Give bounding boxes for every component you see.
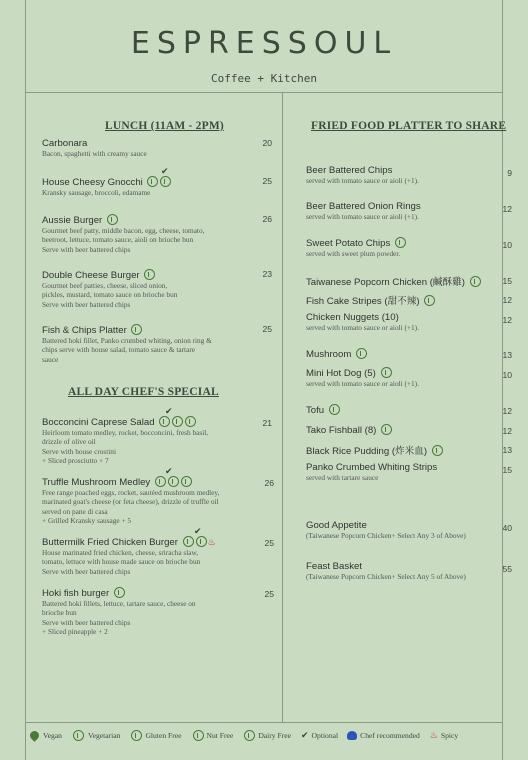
item-price: 15 bbox=[502, 465, 512, 475]
item-desc: served with sweet plum powder. bbox=[306, 249, 401, 258]
footer-divider bbox=[25, 722, 503, 723]
menu-item-hoki-fish-burger bbox=[42, 587, 274, 636]
item-desc: Serve with beer battered chips bbox=[42, 244, 131, 254]
gluten-free-icon bbox=[172, 416, 183, 427]
legend-label: Gluten Free bbox=[145, 730, 182, 740]
item-name: Beer Battered Onion Rings bbox=[306, 201, 421, 212]
item-price: 15 bbox=[502, 276, 512, 286]
nut-free-icon bbox=[381, 367, 392, 378]
item-desc: + Sliced prosciutto + 7 bbox=[42, 455, 109, 465]
nut-free-icon bbox=[147, 176, 158, 187]
vegetarian-leaf-icon bbox=[329, 404, 340, 415]
legend-vegetarian bbox=[71, 730, 120, 741]
vegan-heart-icon bbox=[28, 729, 41, 742]
legend-optional bbox=[300, 730, 338, 741]
legend-label: Vegan bbox=[43, 730, 62, 740]
legend-vegan bbox=[30, 731, 62, 740]
item-price: 13 bbox=[502, 445, 512, 455]
menu-item-house-cheesy-gnocchi bbox=[42, 166, 272, 197]
chili-icon: ♨ bbox=[429, 729, 438, 740]
item-name: Fish & Chips Platter bbox=[42, 325, 127, 336]
item-price: 13 bbox=[502, 350, 512, 360]
legend-label: Spicy bbox=[440, 730, 459, 740]
menu-item-black-rice-pudding bbox=[306, 443, 512, 457]
checkmark-icon: ✔ bbox=[194, 526, 202, 536]
item-name: Panko Crumbed Whiting Strips bbox=[306, 462, 438, 473]
item-price: 23 bbox=[262, 269, 272, 279]
legend-label: Chef recommended bbox=[360, 730, 420, 740]
item-desc: served with tomato sauce or aioli (+1). bbox=[306, 379, 419, 388]
item-name: Bocconcini Caprese Salad bbox=[42, 417, 155, 428]
menu-item-mushroom bbox=[306, 348, 512, 360]
nut-free-icon bbox=[155, 476, 166, 487]
item-price: 40 bbox=[502, 523, 512, 533]
item-price: 12 bbox=[502, 426, 512, 436]
fried-section-title: FRIED FOOD PLATTER TO SHARE bbox=[311, 120, 507, 132]
vegetarian-leaf-icon bbox=[160, 176, 171, 187]
item-desc: chips serve with house salad, tomato sauce & tartare bbox=[42, 345, 195, 355]
item-name: Buttermilk Fried Chicken Burger bbox=[42, 537, 178, 548]
menu-item-bocconcini-caprese-salad bbox=[42, 406, 272, 465]
menu-item-chicken-nuggets bbox=[306, 312, 512, 332]
vegetarian-leaf-icon bbox=[432, 445, 443, 456]
item-price: 10 bbox=[502, 240, 512, 250]
item-name: Hoki fish burger bbox=[42, 588, 110, 599]
menu-item-mini-hot-dog bbox=[306, 367, 512, 388]
menu-item-double-cheese-burger bbox=[42, 269, 272, 309]
item-price: 21 bbox=[262, 418, 272, 428]
item-desc: Gourmet beef patties, cheese, sliced onion, bbox=[42, 281, 168, 290]
item-name: Sweet Potato Chips bbox=[306, 238, 391, 249]
item-price: 20 bbox=[262, 138, 272, 148]
item-name: Fish Cake Stripes (甜不辣) bbox=[306, 296, 420, 307]
item-price: 10 bbox=[502, 370, 512, 380]
gluten-free-icon bbox=[131, 730, 142, 741]
menu-item-panko-crumbed-whiting-strips bbox=[306, 462, 512, 482]
item-desc: (Taiwanese Popcorn Chicken+ Select Any 5 of Above) bbox=[306, 572, 466, 581]
item-name: Good Appetite bbox=[306, 520, 367, 531]
chili-icon: ♨ bbox=[207, 537, 216, 547]
item-desc: Battered hoki fillets, lettuce, tartare sauce, cheese on bbox=[42, 599, 196, 608]
legend-gluten-free bbox=[129, 730, 181, 741]
item-desc: served with tomato sauce or aioli (+1). bbox=[306, 323, 419, 332]
item-name: Tofu bbox=[306, 405, 325, 416]
item-desc: served with tomato sauce or aioli (+1). bbox=[306, 176, 419, 185]
item-name: Aussie Burger bbox=[42, 215, 103, 226]
item-name: Beer Battered Chips bbox=[306, 165, 393, 176]
dairy-free-icon bbox=[244, 730, 255, 741]
item-name: Truffle Mushroom Medley bbox=[42, 477, 151, 488]
vegetarian-leaf-icon bbox=[73, 730, 84, 741]
item-desc: Gourmet beef patty, middle bacon, egg, cheese, tomato, bbox=[42, 226, 205, 235]
column-divider bbox=[282, 92, 283, 722]
nut-free-icon bbox=[381, 424, 392, 435]
item-price: 9 bbox=[507, 168, 512, 178]
item-price: 12 bbox=[502, 204, 512, 214]
vegetarian-leaf-icon bbox=[181, 476, 192, 487]
menu-item-beer-battered-chips bbox=[306, 165, 512, 185]
item-desc: served on pane di casa bbox=[42, 506, 108, 516]
item-desc: + Sliced pineapple + 2 bbox=[42, 626, 108, 636]
nut-free-icon bbox=[424, 295, 435, 306]
checkmark-icon: ✔ bbox=[301, 729, 309, 740]
gluten-free-icon bbox=[168, 476, 179, 487]
item-price: 12 bbox=[502, 295, 512, 305]
item-desc: brioche bun bbox=[42, 608, 77, 618]
item-desc: marinated goat's cheese (or feta cheese), drizzle of truffle oil bbox=[42, 497, 219, 507]
nut-free-icon bbox=[470, 276, 481, 287]
item-name: Feast Basket bbox=[306, 561, 362, 572]
legend-spicy bbox=[429, 730, 458, 741]
menu-item-carbonara bbox=[42, 138, 272, 158]
checkmark-icon: ✔ bbox=[161, 166, 169, 176]
item-desc: Bacon, spaghetti with creamy sauce bbox=[42, 149, 147, 158]
special-section-title: ALL DAY CHEF'S SPECIAL bbox=[68, 386, 219, 398]
menu-item-taiwanese-popcorn-chicken bbox=[306, 274, 512, 288]
item-name: Mushroom bbox=[306, 349, 352, 360]
item-name: Chicken Nuggets (10) bbox=[306, 312, 399, 323]
menu-item-fish-cake-stripes bbox=[306, 293, 512, 307]
brand-subtitle: Coffee + Kitchen bbox=[211, 72, 317, 85]
item-desc: tomato, lettuce with house made sauce on brioche bun bbox=[42, 557, 201, 567]
chef-hat-icon bbox=[347, 731, 357, 740]
item-name: Black Rice Pudding (炸米血) bbox=[306, 446, 428, 457]
item-desc: Serve with house crostini bbox=[42, 446, 116, 456]
item-desc: Serve with beer battered chips bbox=[42, 617, 131, 627]
vegetarian-leaf-icon bbox=[356, 348, 367, 359]
item-price: 25 bbox=[264, 538, 274, 548]
menu-item-fish-chips-platter bbox=[42, 324, 272, 364]
menu-item-buttermilk-fried-chicken-burger bbox=[42, 526, 274, 576]
header-divider bbox=[25, 92, 503, 93]
item-desc: + Grilled Kransky sausage + 5 bbox=[42, 515, 132, 525]
item-desc: drizzle of olive oil bbox=[42, 437, 96, 447]
item-desc: Kransky sausage, broccoli, edamame bbox=[42, 188, 151, 197]
menu-item-beer-battered-onion-rings bbox=[306, 201, 512, 221]
checkmark-icon: ✔ bbox=[165, 406, 173, 416]
nut-free-icon bbox=[107, 214, 118, 225]
nut-free-icon bbox=[114, 587, 125, 598]
item-price: 26 bbox=[264, 478, 274, 488]
vegetarian-leaf-icon bbox=[185, 416, 196, 427]
legend-chef-recommended bbox=[347, 731, 420, 740]
item-desc: (Taiwanese Popcorn Chicken+ Select Any 3 of Above) bbox=[306, 531, 466, 540]
menu-item-tako-fishball bbox=[306, 424, 512, 436]
item-name: House Cheesy Gnocchi bbox=[42, 177, 143, 188]
frame-left-line bbox=[25, 0, 26, 760]
legend-label: Vegetarian bbox=[87, 730, 121, 740]
item-desc: served with tartare sauce bbox=[306, 473, 379, 482]
menu-item-sweet-potato-chips bbox=[306, 237, 512, 258]
item-price: 25 bbox=[264, 589, 274, 599]
nut-free-icon bbox=[144, 269, 155, 280]
nut-free-icon bbox=[193, 730, 204, 741]
lunch-section-title: LUNCH (11AM - 2PM) bbox=[105, 120, 224, 132]
item-desc: Serve with beer battered chips bbox=[42, 299, 131, 309]
item-price: 12 bbox=[502, 315, 512, 325]
brand-title: ESPRESSOUL bbox=[130, 26, 398, 61]
item-desc: served with tomato sauce or aioli (+1). bbox=[306, 212, 419, 221]
legend-nut-free bbox=[191, 730, 234, 741]
item-name: Double Cheese Burger bbox=[42, 270, 140, 281]
item-price: 26 bbox=[262, 214, 272, 224]
menu-item-tofu bbox=[306, 404, 512, 416]
gluten-free-icon bbox=[196, 536, 207, 547]
legend-label: Optional bbox=[311, 730, 339, 740]
vegetarian-leaf-icon bbox=[395, 237, 406, 248]
item-price: 12 bbox=[502, 406, 512, 416]
legend-label: Nut Free bbox=[206, 730, 234, 740]
legend-dairy-free bbox=[242, 730, 291, 741]
item-name: Tako Fishball (8) bbox=[306, 425, 377, 436]
checkmark-icon: ✔ bbox=[165, 466, 173, 476]
item-price: 25 bbox=[262, 324, 272, 334]
menu-item-feast-basket bbox=[306, 561, 512, 581]
menu-item-aussie-burger bbox=[42, 214, 272, 254]
dietary-legend bbox=[30, 729, 467, 741]
item-name: Taiwanese Popcorn Chicken (鹹酥雞) bbox=[306, 277, 465, 288]
item-name: Mini Hot Dog (5) bbox=[306, 368, 376, 379]
item-desc: Battered hoki fillet, Panko crumbed whiting, onion ring & bbox=[42, 336, 212, 345]
nut-free-icon bbox=[131, 324, 142, 335]
item-desc: House marinated fried chicken, cheese, sriracha slaw, bbox=[42, 548, 199, 557]
item-price: 25 bbox=[262, 176, 272, 186]
legend-label: Dairy Free bbox=[258, 730, 291, 740]
item-desc: sauce bbox=[42, 354, 59, 364]
menu-item-truffle-mushroom-medley bbox=[42, 466, 274, 525]
item-price: 55 bbox=[502, 564, 512, 574]
nut-free-icon bbox=[159, 416, 170, 427]
item-desc: Serve with beer battered chips bbox=[42, 566, 131, 576]
menu-item-good-appetite bbox=[306, 520, 512, 540]
item-desc: beetroot, lettuce, tomato sauce, aioli on brioche bun bbox=[42, 235, 194, 245]
item-desc: Free range poached eggs, rocket, sautéed mushroom medley, bbox=[42, 488, 220, 497]
nut-free-icon bbox=[183, 536, 194, 547]
item-desc: pickles, mustard, tomato sauce on brioche bun bbox=[42, 290, 178, 300]
item-name: Carbonara bbox=[42, 138, 88, 149]
item-desc: Heirloom tomato medley, rocket, bocconcini, fresh basil, bbox=[42, 428, 209, 437]
